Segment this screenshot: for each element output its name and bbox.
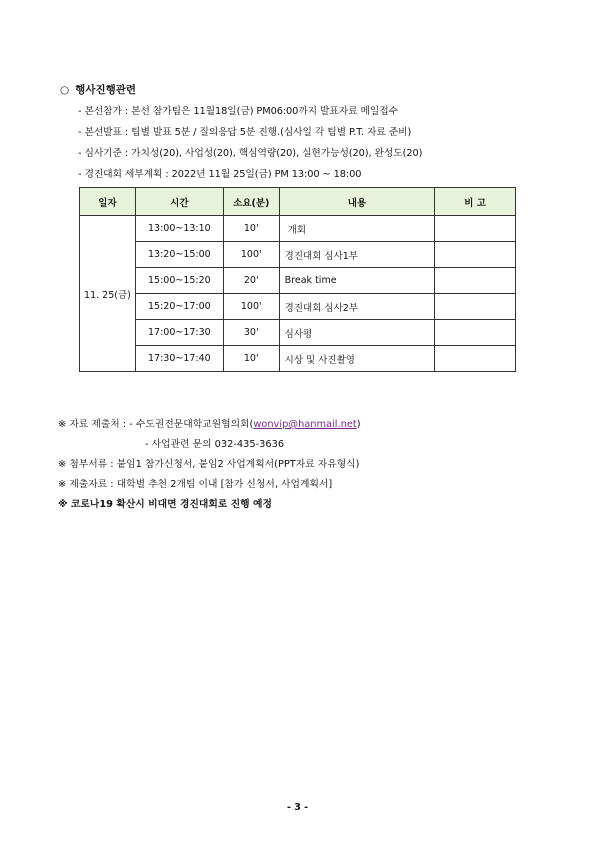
note-attachments: ※ 첨부서류 : 붙임1 참가신청서, 붙임2 사업계획서(PPT자료 자유형식) [58,459,360,470]
bullet-contest-plan: - 경진대회 세부계획 : 2022년 11월 25일(금) PM 13:00 ~ 18:00 [78,169,362,180]
submission-place-suffix: ) [356,419,361,430]
duration-cell: 10' [223,346,279,372]
duration-cell: 30' [223,320,279,346]
content-cell: 개회 [279,216,435,242]
table-row [80,216,516,242]
time-cell: 15:00~15:20 [135,268,223,294]
schedule-table [79,187,516,372]
submission-place-text: ※ 자료 제출처 : - 수도권전문대학교원협의회( [58,419,254,430]
header-remarks: 비 고 [435,188,516,216]
header-duration: 소요(분) [223,188,279,216]
content-cell: 심사평 [279,320,435,346]
duration-cell: 100' [223,242,279,268]
content-cell: Break time [279,268,435,294]
content-cell: 경진대회 심사1부 [279,242,435,268]
bullet-finals-participation: - 본선참가 : 본선 참가팀은 11월18일(금) PM06:00까지 발표자료 메일접수 [78,106,398,117]
email-link[interactable]: wonvip@hanmail.net [253,419,357,430]
content-cell: 시상 및 사진촬영 [279,346,435,372]
content-cell: 경진대회 심사2부 [279,294,435,320]
header-content: 내용 [279,188,435,216]
time-cell: 13:00~13:10 [135,216,223,242]
section-heading [60,82,136,97]
table-row [80,294,516,320]
remarks-cell [435,294,516,320]
time-cell: 13:20~15:00 [135,242,223,268]
duration-cell: 10' [223,216,279,242]
note-inquiry: - 사업관련 문의 032-435-3636 [145,439,285,450]
time-cell: 17:30~17:40 [135,346,223,372]
time-cell: 15:20~17:00 [135,294,223,320]
table-row [80,320,516,346]
note-submission-materials: ※ 제출자료 : 대학별 추천 2개팀 이내 [참가 신청서, 사업계획서] [58,479,333,490]
table-header-row [80,188,516,216]
date-cell: 11. 25(금) [80,216,136,372]
table-row [80,242,516,268]
page-number: - 3 - [286,802,309,813]
note-submission-place [58,416,361,430]
bullet-judging-criteria: - 심사기준 : 가치성(20), 사업성(20), 핵심역량(20), 실현가능성(20), 완성도(20) [78,148,423,159]
remarks-cell [435,320,516,346]
remarks-cell [435,242,516,268]
table-row [80,268,516,294]
duration-cell: 100' [223,294,279,320]
duration-cell: 20' [223,268,279,294]
header-time: 시간 [135,188,223,216]
remarks-cell [435,268,516,294]
remarks-cell [435,346,516,372]
time-cell: 17:00~17:30 [135,320,223,346]
header-date: 일자 [80,188,136,216]
note-covid: ※ 코로나19 확산시 비대면 경진대회로 진행 예정 [58,499,272,510]
section-title: 행사진행관련 [75,84,137,96]
table-row [80,346,516,372]
remarks-cell [435,216,516,242]
bullet-finals-presentation: - 본선발표 : 팀별 발표 5분 / 질의응답 5분 진행.(심사일 각 팀별 P.T. 자료 준비) [78,127,412,138]
circle-bullet-icon: ○ [60,84,70,96]
